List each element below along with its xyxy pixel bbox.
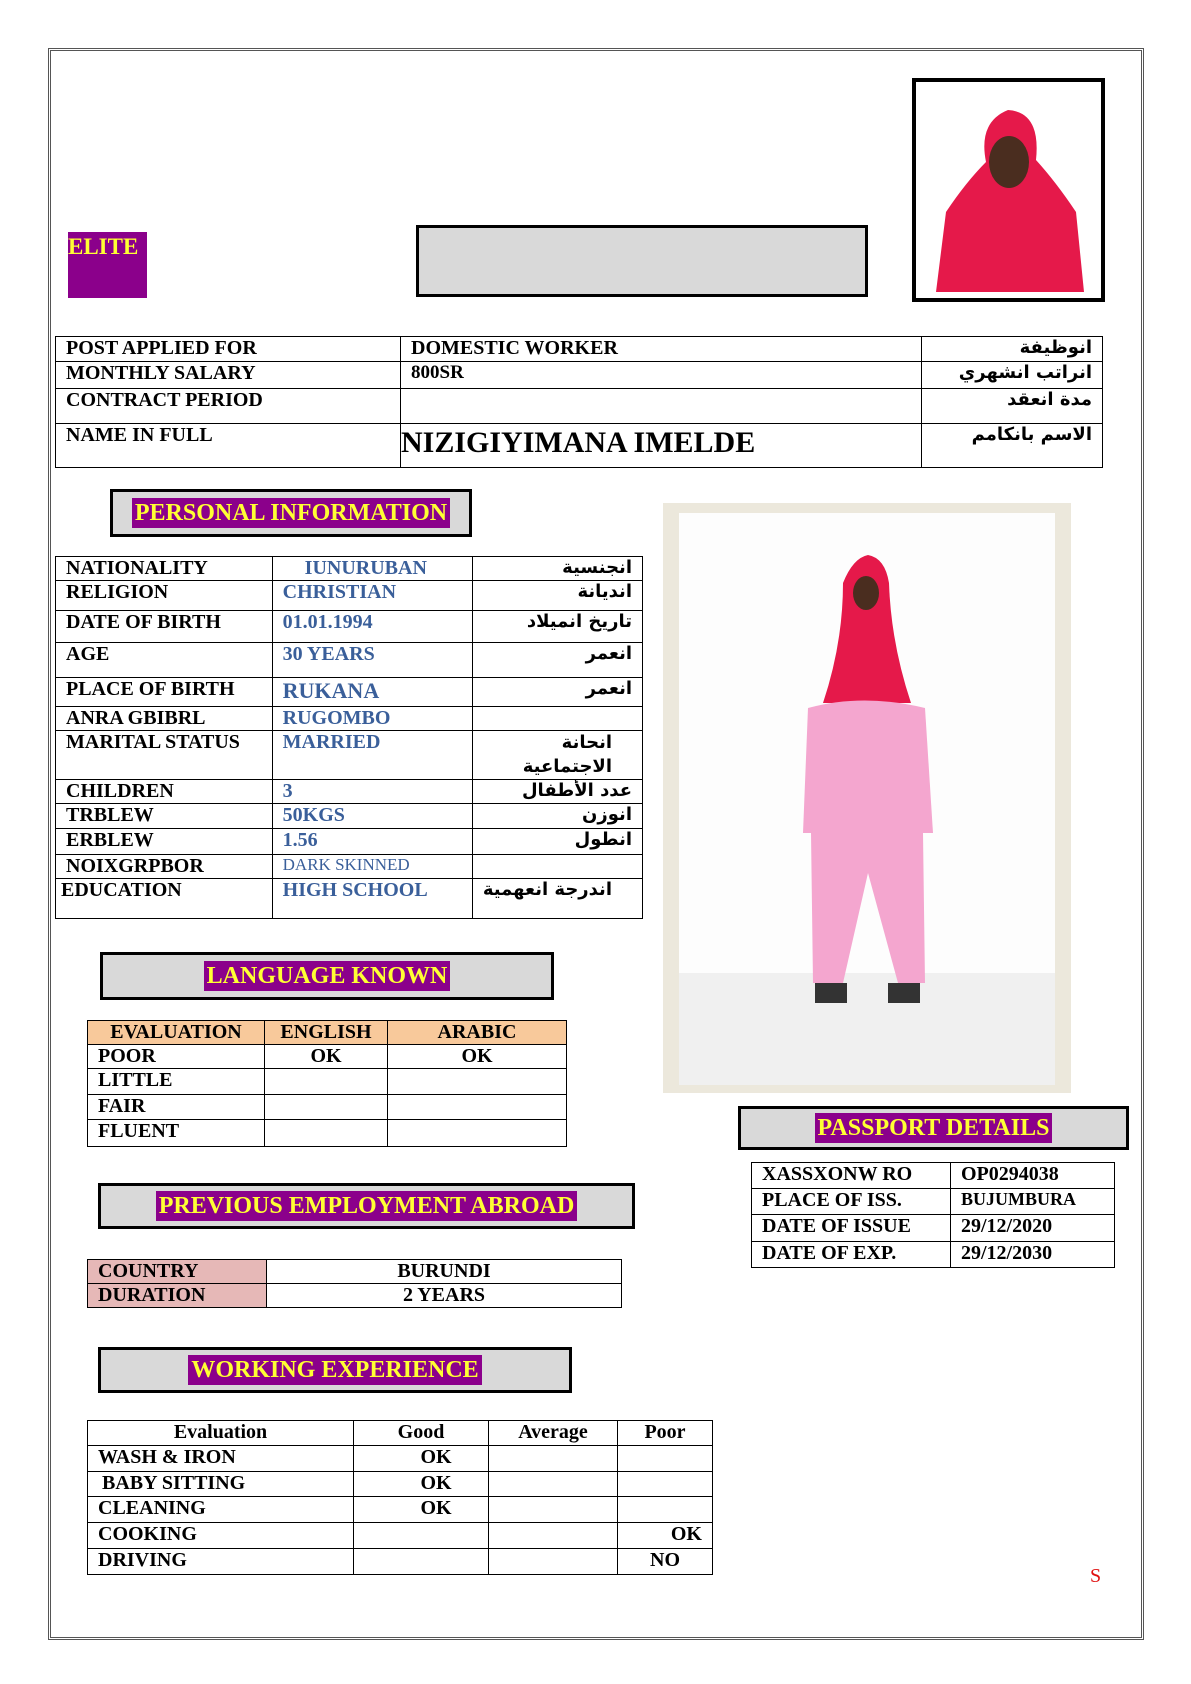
working-experience-header — [98, 1347, 572, 1393]
height-arabic: انطول — [472, 829, 642, 855]
working-experience-table — [87, 1420, 713, 1575]
marital-value: MARRIED — [272, 731, 472, 780]
skill-good: OK — [354, 1497, 489, 1523]
skill-poor: NO — [618, 1549, 713, 1575]
lang-english-cell — [265, 1095, 388, 1120]
dob-value: 01.01.1994 — [272, 611, 472, 643]
skill-good: OK — [354, 1472, 489, 1497]
language-table — [87, 1020, 567, 1147]
skill-label: DRIVING — [88, 1549, 354, 1575]
full-body-photo — [663, 503, 1071, 1093]
post-value: DOMESTIC WORKER — [401, 337, 922, 362]
skill-label: COOKING — [88, 1523, 354, 1549]
lang-header-english: ENGLISH — [265, 1021, 388, 1045]
age-arabic: انعمر — [472, 643, 642, 678]
pob-label: PLACE OF BIRTH — [56, 678, 273, 707]
complexion-value: DARK SKINNED — [272, 855, 472, 879]
passport-expiry-value: 29/12/2030 — [951, 1242, 1115, 1268]
lang-header-arabic: ARABIC — [388, 1021, 567, 1045]
education-value: HIGH SCHOOL — [272, 879, 472, 919]
work-header-poor: Poor — [618, 1421, 713, 1446]
table-row — [88, 1120, 567, 1147]
skill-average — [489, 1549, 618, 1575]
skill-label: WASH & IRON — [88, 1446, 354, 1472]
height-label: ERBLEW — [56, 829, 273, 855]
table-row — [56, 879, 643, 919]
religion-value: CHRISTIAN — [272, 581, 472, 611]
nationality-arabic: انجنسية — [472, 557, 642, 581]
table-row — [88, 1095, 567, 1120]
passport-issue-label: DATE OF ISSUE — [752, 1215, 951, 1242]
anra-value: RUGOMBO — [272, 707, 472, 731]
weight-label: TRBLEW — [56, 804, 273, 829]
skill-label: BABY SITTING — [88, 1472, 354, 1497]
table-row — [56, 362, 1103, 389]
table-row — [88, 1549, 713, 1575]
table-row — [88, 1446, 713, 1472]
pob-value: RUKANA — [272, 678, 472, 707]
passport-issue-value: 29/12/2020 — [951, 1215, 1115, 1242]
table-row — [56, 389, 1103, 424]
table-row — [56, 337, 1103, 362]
nationality-label: NATIONALITY — [56, 557, 273, 581]
passport-title: PASSPORT DETAILS — [815, 1113, 1053, 1143]
table-row — [88, 1021, 567, 1045]
personal-info-header — [110, 489, 472, 537]
anra-label: ANRA GBIBRL — [56, 707, 273, 731]
lang-level: FLUENT — [88, 1120, 265, 1147]
marital-label: MARITAL STATUS — [56, 731, 273, 780]
language-header — [100, 952, 554, 1000]
complexion-arabic — [472, 855, 642, 879]
table-row — [56, 804, 643, 829]
table-row — [88, 1284, 622, 1308]
table-row — [56, 855, 643, 879]
weight-value: 50KGS — [272, 804, 472, 829]
previous-employment-table — [87, 1259, 622, 1308]
table-row — [88, 1497, 713, 1523]
height-value: 1.56 — [272, 829, 472, 855]
table-row — [56, 611, 643, 643]
lang-header-evaluation: EVALUATION — [88, 1021, 265, 1045]
passport-number-value: OP0294038 — [951, 1163, 1115, 1189]
table-row — [752, 1163, 1115, 1189]
full-name: NIZIGIYIMANA IMELDE — [401, 424, 922, 468]
passport-number-label: XASSXONW RO — [752, 1163, 951, 1189]
passport-table — [751, 1162, 1115, 1268]
post-arabic: انوظيفة — [922, 337, 1103, 362]
skill-poor — [618, 1446, 713, 1472]
children-label: CHILDREN — [56, 780, 273, 804]
name-arabic: الاسم بانكامم — [922, 424, 1103, 468]
children-value: 3 — [272, 780, 472, 804]
contract-value — [401, 389, 922, 424]
table-row — [56, 424, 1103, 468]
dob-arabic: تاريخ انميلاد — [472, 611, 642, 643]
table-row — [88, 1260, 622, 1284]
work-header-evaluation: Evaluation — [88, 1421, 354, 1446]
lang-arabic-cell — [388, 1095, 567, 1120]
table-row — [56, 557, 643, 581]
salary-label: MONTHLY SALARY — [56, 362, 401, 389]
table-row — [88, 1523, 713, 1549]
pob-arabic: انعمر — [472, 678, 642, 707]
lang-english-cell: OK — [265, 1045, 388, 1069]
marital-arabic: انحانة الاجتماعية — [472, 731, 642, 780]
personal-info-title: PERSONAL INFORMATION — [132, 498, 450, 528]
brand-badge — [68, 232, 147, 298]
education-arabic: اندرجة انعهمية — [472, 879, 642, 919]
name-label: NAME IN FULL — [56, 424, 401, 468]
table-row — [56, 707, 643, 731]
lang-english-cell — [265, 1069, 388, 1095]
contract-arabic: مدة انعقد — [922, 389, 1103, 424]
duration-value: 2 YEARS — [267, 1284, 622, 1308]
work-header-average: Average — [489, 1421, 618, 1446]
anra-arabic — [472, 707, 642, 731]
headshot-photo — [912, 78, 1105, 302]
religion-arabic: انديانة — [472, 581, 642, 611]
lang-level: LITTLE — [88, 1069, 265, 1095]
skill-average — [489, 1446, 618, 1472]
work-header-good: Good — [354, 1421, 489, 1446]
lang-english-cell — [265, 1120, 388, 1147]
skill-average — [489, 1523, 618, 1549]
children-arabic: عدد الأطفال — [472, 780, 642, 804]
passport-place-label: PLACE OF ISS. — [752, 1189, 951, 1215]
table-row — [56, 581, 643, 611]
country-label: COUNTRY — [88, 1260, 267, 1284]
table-row — [88, 1472, 713, 1497]
footer-mark: S — [1090, 1565, 1102, 1587]
lang-arabic-cell — [388, 1069, 567, 1095]
table-row — [56, 829, 643, 855]
skill-poor — [618, 1472, 713, 1497]
contract-label: CONTRACT PERIOD — [56, 389, 401, 424]
table-row — [752, 1189, 1115, 1215]
skill-good: OK — [354, 1446, 489, 1472]
post-label: POST APPLIED FOR — [56, 337, 401, 362]
working-experience-title: WORKING EXPERIENCE — [188, 1355, 481, 1385]
lang-arabic-cell: OK — [388, 1045, 567, 1069]
previous-employment-header — [98, 1183, 635, 1229]
salary-arabic: انراتب انشهري — [922, 362, 1103, 389]
skill-average — [489, 1497, 618, 1523]
lang-arabic-cell — [388, 1120, 567, 1147]
complexion-label: NOIXGRPBOR — [56, 855, 273, 879]
skill-good — [354, 1549, 489, 1575]
table-row — [56, 731, 643, 780]
skill-average — [489, 1472, 618, 1497]
dob-label: DATE OF BIRTH — [56, 611, 273, 643]
language-title: LANGUAGE KNOWN — [204, 961, 451, 991]
table-row — [752, 1242, 1115, 1268]
brand-label: ELITE — [68, 234, 139, 259]
education-label: EDUCATION — [56, 879, 273, 919]
nationality-value: IUNURUBAN — [272, 557, 472, 581]
skill-poor — [618, 1497, 713, 1523]
header-blank-box — [416, 225, 868, 297]
duration-label: DURATION — [88, 1284, 267, 1308]
table-row — [752, 1215, 1115, 1242]
weight-arabic: انوزن — [472, 804, 642, 829]
religion-label: RELIGION — [56, 581, 273, 611]
previous-employment-title: PREVIOUS EMPLOYMENT ABROAD — [156, 1191, 578, 1221]
salary-value: 800SR — [401, 362, 922, 389]
age-value: 30 YEARS — [272, 643, 472, 678]
lang-level: POOR — [88, 1045, 265, 1069]
table-row — [88, 1045, 567, 1069]
age-label: AGE — [56, 643, 273, 678]
main-info-table — [55, 336, 1103, 468]
lang-level: FAIR — [88, 1095, 265, 1120]
country-value: BURUNDI — [267, 1260, 622, 1284]
table-row — [88, 1069, 567, 1095]
passport-header — [738, 1106, 1129, 1150]
table-row — [56, 678, 643, 707]
table-row — [88, 1421, 713, 1446]
passport-place-value: BUJUMBURA — [951, 1189, 1115, 1215]
table-row — [56, 780, 643, 804]
skill-poor: OK — [618, 1523, 713, 1549]
skill-label: CLEANING — [88, 1497, 354, 1523]
personal-info-table — [55, 556, 643, 919]
passport-expiry-label: DATE OF EXP. — [752, 1242, 951, 1268]
skill-good — [354, 1523, 489, 1549]
table-row — [56, 643, 643, 678]
